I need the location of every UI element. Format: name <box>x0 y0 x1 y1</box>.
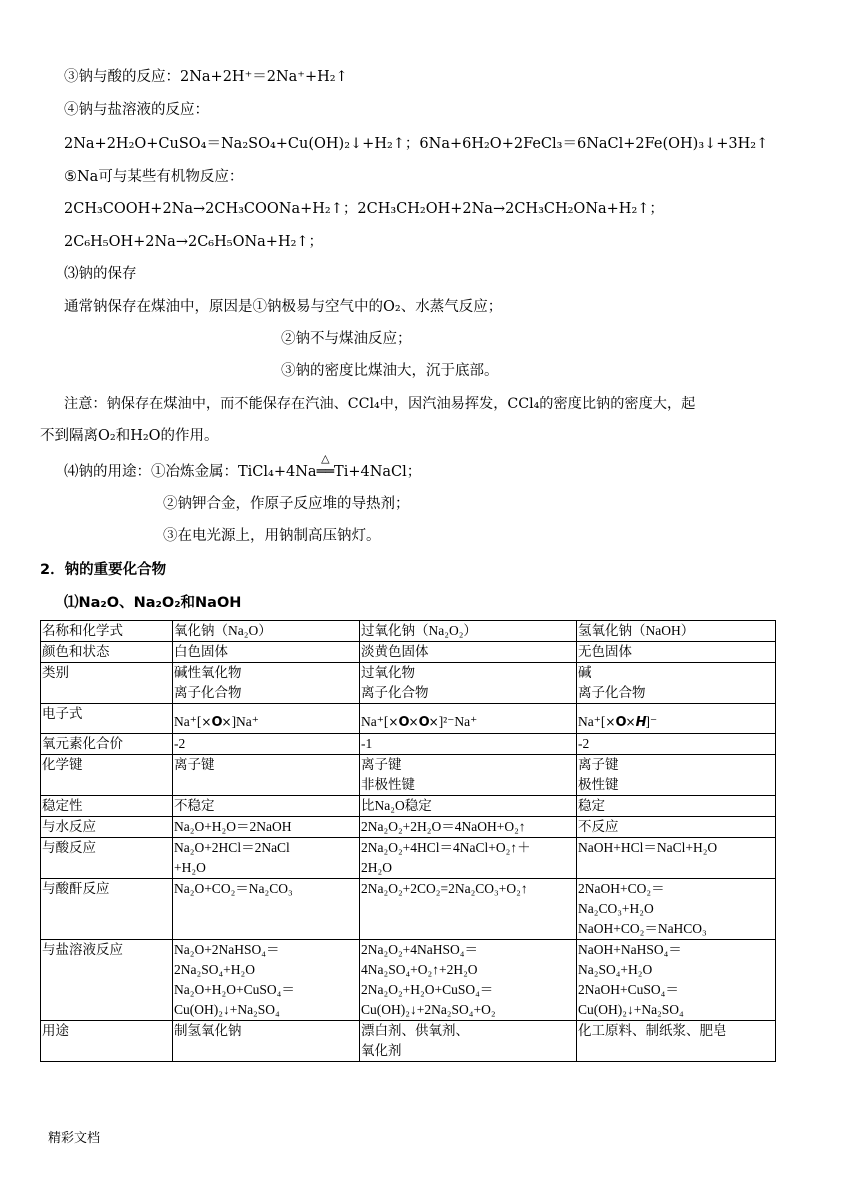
row-header: 稳定性 <box>41 796 173 817</box>
row-header: 与盐溶液反应 <box>41 940 173 1021</box>
text-line-storage-reason-1: 通常钠保存在煤油中，原因是①钠极易与空气中的O₂、水蒸气反应； <box>64 299 503 315</box>
table-cell <box>173 663 360 704</box>
table-cell: Na₂O+H₂O＝2NaOH <box>173 817 360 838</box>
table-cell <box>360 1021 577 1062</box>
text-line-storage-heading: ⑶钠的保存 <box>64 266 137 282</box>
text-line-note: 注意：钠保存在煤油中，而不能保存在汽油、CCl₄中，因汽油易挥发，CCl₄的密度比钠的密度大，起 <box>64 396 696 412</box>
formula-part: ]⁻ <box>645 714 658 729</box>
table-cell <box>360 838 577 879</box>
heat-triangle-icon: △ <box>321 452 330 465</box>
table-row <box>41 940 776 1021</box>
electron-cross-icon: × <box>428 715 439 729</box>
table-cell: 不反应 <box>577 817 776 838</box>
compound-properties-table <box>40 620 776 1062</box>
electron-cross-icon: × <box>408 715 419 729</box>
cell-line: 离子化合物 <box>578 685 646 700</box>
cell-line: NaOH+HCl＝NaCl+H₂O <box>578 840 718 855</box>
cell-line: 极性键 <box>578 777 619 792</box>
formula-part: ]²⁻Na⁺ <box>438 714 478 729</box>
table-row <box>41 642 776 663</box>
cell-line: Na₂O+2HCl＝2NaCl <box>174 840 290 855</box>
hydrogen-symbol: H <box>635 715 646 730</box>
row-header: 用途 <box>41 1021 173 1062</box>
oxygen-symbol: O <box>211 715 222 730</box>
cell-line: Na₂O+CO₂＝Na₂CO₃ <box>174 881 293 896</box>
table-row <box>41 879 776 940</box>
table-cell <box>360 940 577 1021</box>
text-line-organic-equations: 2CH₃COOH+2Na→2CH₃COONa+H₂↑；2CH₃CH₂OH+2Na→2CH₃CH₂ONa+H₂↑； <box>64 201 664 217</box>
page-footer: 精彩文档 <box>48 1131 101 1146</box>
cell-line: Na₂O+H₂O+CuSO₄＝ <box>174 982 295 997</box>
cell-line: 制氢氧化钠 <box>174 1023 242 1038</box>
table-cell <box>173 940 360 1021</box>
table-cell <box>173 1021 360 1062</box>
table-cell <box>173 838 360 879</box>
row-header: 化学键 <box>41 755 173 796</box>
text-line-salt-solution: ④钠与盐溶液的反应： <box>64 102 209 118</box>
cell-line: Cu(OH)₂↓+Na₂SO₄ <box>578 1002 684 1017</box>
text-line-storage-reason-2: ②钠不与煤油反应； <box>281 331 412 347</box>
row-header: 与水反应 <box>41 817 173 838</box>
cell-line: 2NaOH+CuSO₄＝ <box>578 982 679 997</box>
row-header: 名称和化学式 <box>41 621 173 642</box>
cell-line: 氧化剂 <box>361 1043 402 1058</box>
cell-line: 碱性氧化物 <box>174 665 242 680</box>
cell-line: Na₂SO₄+H₂O <box>578 962 653 977</box>
double-equals: ══ <box>316 464 335 480</box>
table-cell: 氢氧化钠（NaOH） <box>577 621 776 642</box>
table-cell: 无色固体 <box>577 642 776 663</box>
cell-line: 化工原料、制纸浆、肥皂 <box>578 1023 727 1038</box>
oxygen-symbol: O <box>615 715 626 730</box>
cell-line: 2H₂O <box>361 860 392 875</box>
cell-line: 2Na₂SO₄+H₂O <box>174 962 255 977</box>
text-line-organic: ⑤Na可与某些有机物反应： <box>64 169 244 185</box>
cell-line: 离子化合物 <box>174 685 242 700</box>
table-cell: 稳定 <box>577 796 776 817</box>
text-line-salt-equations: 2Na+2H₂O+CuSO₄＝Na₂SO₄+Cu(OH)₂↓+H₂↑；6Na+6H₂O+2FeCl₃＝6NaCl+2Fe(OH)₃↓+3H₂↑ <box>64 136 769 152</box>
table-cell: -2 <box>577 734 776 755</box>
subsection-heading: ⑴Na₂O、Na₂O₂和NaOH <box>64 595 242 611</box>
table-cell: 2Na₂O₂+2H₂O＝4NaOH+O₂↑ <box>360 817 577 838</box>
row-header: 颜色和状态 <box>41 642 173 663</box>
table-cell: 不稳定 <box>173 796 360 817</box>
formula-part: ]Na⁺ <box>231 714 259 729</box>
electron-formula-na2o <box>173 704 360 734</box>
section-heading: 2．钠的重要化合物 <box>40 562 167 578</box>
table-cell <box>360 663 577 704</box>
electron-cross-icon: × <box>388 715 399 729</box>
table-row <box>41 1021 776 1062</box>
table-row <box>41 817 776 838</box>
cell-line: 离子键 <box>174 757 215 772</box>
table-cell: 比Na₂O稳定 <box>360 796 577 817</box>
row-header: 电子式 <box>41 704 173 734</box>
table-cell <box>173 755 360 796</box>
formula-part: Na⁺[ <box>361 714 389 729</box>
uses-1-suffix: Ti+4NaCl； <box>334 464 422 480</box>
oxygen-symbol: O <box>398 715 409 730</box>
text-line-note-continued: 不到隔离O₂和H₂O的作用。 <box>40 428 219 444</box>
table-row <box>41 838 776 879</box>
cell-line: 4Na₂SO₄+O₂↑+2H₂O <box>361 962 478 977</box>
table-row <box>41 734 776 755</box>
table-cell <box>173 879 360 940</box>
table-row <box>41 704 776 734</box>
cell-line: 2Na₂O₂+4HCl＝4NaCl+O₂↑＋ <box>361 840 531 855</box>
electron-cross-icon: × <box>625 715 636 729</box>
row-header: 与酸酐反应 <box>41 879 173 940</box>
cell-line: 2Na₂O₂+2CO₂=2Na₂CO₃+O₂↑ <box>361 881 528 896</box>
table-cell: 过氧化钠（Na₂O₂） <box>360 621 577 642</box>
formula-part: Na⁺[ <box>174 714 202 729</box>
table-cell <box>577 755 776 796</box>
table-cell: 氧化钠（Na₂O） <box>173 621 360 642</box>
table-cell <box>577 1021 776 1062</box>
row-header: 类别 <box>41 663 173 704</box>
text-line-uses-2: ②钠钾合金，作原子反应堆的导热剂； <box>163 496 410 512</box>
cell-line: +H₂O <box>174 860 206 875</box>
table-row <box>41 755 776 796</box>
cell-line: 非极性键 <box>361 777 415 792</box>
table-cell <box>360 879 577 940</box>
table-row <box>41 796 776 817</box>
oxygen-symbol: O <box>418 715 429 730</box>
cell-line: 2NaOH+CO₂＝ <box>578 881 665 896</box>
text-line-uses-1 <box>64 452 422 482</box>
cell-line: Cu(OH)₂↓+2Na₂SO₄+O₂ <box>361 1002 496 1017</box>
table-row <box>41 663 776 704</box>
table-cell: -1 <box>360 734 577 755</box>
table-cell <box>577 940 776 1021</box>
text-line-storage-reason-3: ③钠的密度比煤油大，沉于底部。 <box>281 363 499 379</box>
cell-line: NaOH+NaHSO₄＝ <box>578 942 682 957</box>
cell-line: Na₂O+2NaHSO₄＝ <box>174 942 280 957</box>
cell-line: 2Na₂O₂+H₂O+CuSO₄＝ <box>361 982 494 997</box>
table-cell: 淡黄色固体 <box>360 642 577 663</box>
table-cell <box>577 663 776 704</box>
cell-line: Na₂CO₃+H₂O <box>578 901 654 916</box>
electron-cross-icon: × <box>605 715 616 729</box>
uses-1-prefix: ⑷钠的用途：①冶炼金属：TiCl₄+4Na <box>64 464 317 480</box>
cell-line: 离子键 <box>361 757 402 772</box>
table-cell <box>360 755 577 796</box>
cell-line: Cu(OH)₂↓+Na₂SO₄ <box>174 1002 280 1017</box>
cell-line: 离子键 <box>578 757 619 772</box>
electron-formula-naoh <box>577 704 776 734</box>
row-header: 氧元素化合价 <box>41 734 173 755</box>
electron-cross-icon: × <box>201 715 212 729</box>
table-cell: 白色固体 <box>173 642 360 663</box>
electron-formula-na2o2 <box>360 704 577 734</box>
heating-equals-sign <box>316 452 335 482</box>
cell-line: 碱 <box>578 665 592 680</box>
text-line-phenol-equation: 2C₆H₅OH+2Na→2C₆H₅ONa+H₂↑； <box>64 234 324 250</box>
text-line-acid-reaction: ③钠与酸的反应：2Na+2H⁺＝2Na⁺+H₂↑ <box>64 69 348 85</box>
table-cell <box>577 879 776 940</box>
cell-line: 漂白剂、供氧剂、 <box>361 1023 469 1038</box>
row-header: 与酸反应 <box>41 838 173 879</box>
cell-line: 离子化合物 <box>361 685 429 700</box>
electron-cross-icon: × <box>221 715 232 729</box>
table-cell <box>577 838 776 879</box>
cell-line: 过氧化物 <box>361 665 415 680</box>
table-cell: -2 <box>173 734 360 755</box>
table-row <box>41 621 776 642</box>
cell-line: NaOH+CO₂＝NaHCO₃ <box>578 921 707 936</box>
formula-part: Na⁺[ <box>578 714 606 729</box>
text-line-uses-3: ③在电光源上，用钠制高压钠灯。 <box>163 528 381 544</box>
cell-line: 2Na₂O₂+4NaHSO₄＝ <box>361 942 478 957</box>
